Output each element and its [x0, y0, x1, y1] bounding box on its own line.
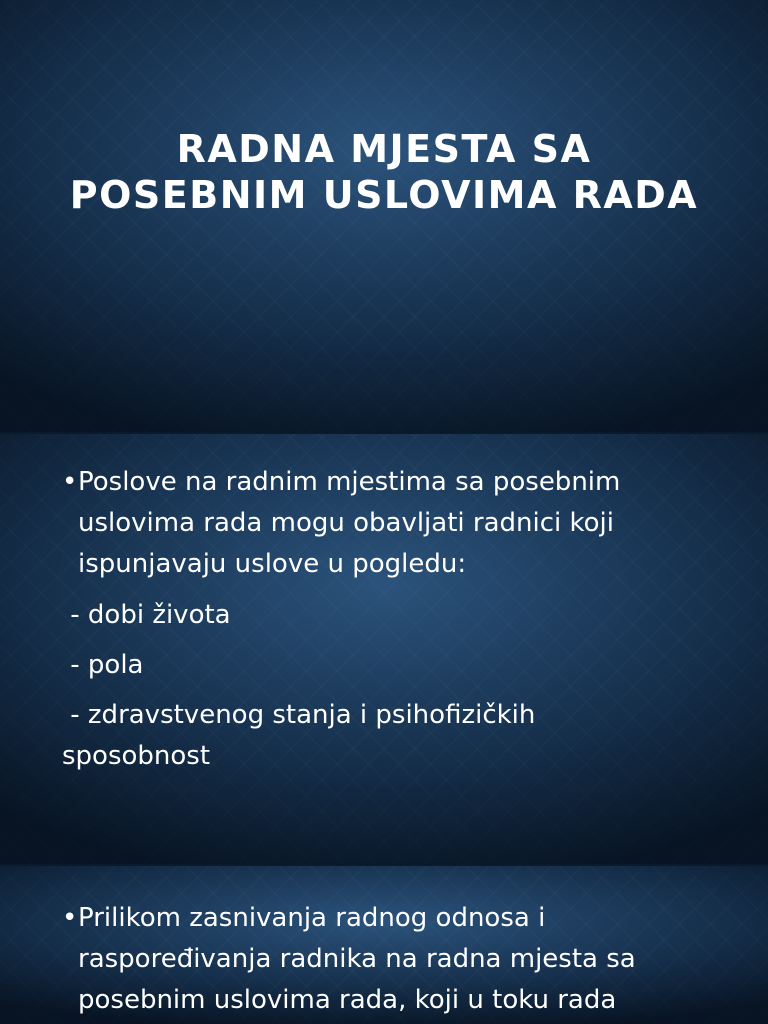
bullet-line: ispunjavaju uslove u pogledu:	[78, 549, 467, 579]
sub-item-health: - zdravstvenog stanja i psihofizičkih	[62, 700, 536, 730]
slide-employment	[0, 866, 768, 1024]
title-line-2: POSEBNIM USLOVIMA RADA	[69, 173, 699, 217]
sub-item-sex: - pola	[62, 650, 144, 680]
slide-conditions	[0, 434, 768, 864]
bullet-paragraph	[62, 462, 728, 585]
bullet-line: • Prilikom zasnivanja radnog odnosa i	[78, 903, 546, 933]
bullet-list	[62, 462, 728, 777]
bullet-line: uslovima rada mogu obavljati radnici koji	[78, 508, 614, 538]
slide-title	[0, 0, 768, 432]
bullet-list	[62, 898, 738, 1021]
bullet-paragraph	[62, 898, 738, 1021]
sub-item-age: - dobi života	[62, 600, 231, 630]
bullet-line: posebnim uslovima rada, koji u toku rada	[78, 985, 617, 1015]
title-line-1: RADNA MJESTA SA	[176, 127, 592, 171]
sub-item-health-continuation: sposobnost	[62, 741, 211, 771]
bullet-line: • Poslove na radnim mjestima sa posebnim	[78, 467, 621, 497]
slide-title-heading	[0, 126, 768, 218]
bullet-line: raspoređivanja radnika na radna mjesta sa	[78, 944, 636, 974]
